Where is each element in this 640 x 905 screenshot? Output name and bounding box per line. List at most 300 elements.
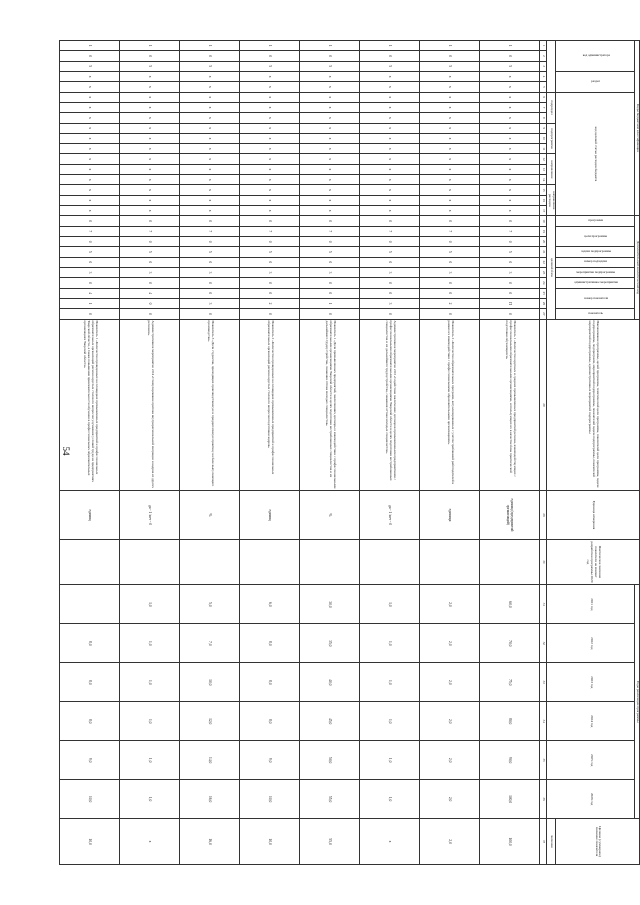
code-cell: 0 — [360, 309, 420, 319]
code-cell: х — [420, 102, 480, 112]
column-index-cell: 18 — [540, 216, 547, 226]
year-value-cell: 9,0 — [60, 741, 120, 780]
code-cell: 5 — [480, 247, 540, 257]
year-value-cell: 2,0 — [420, 663, 480, 702]
year-value-cell: 75,0 — [480, 663, 540, 702]
code-cell: 7 — [60, 226, 120, 236]
code-cell: 2 — [240, 298, 300, 308]
code-cell: х — [420, 123, 480, 133]
code-cell: х — [60, 113, 120, 123]
code-cell: х — [180, 154, 240, 164]
code-cell: 0 — [480, 236, 540, 246]
code-cell: 5 — [420, 247, 480, 257]
fact-cell — [240, 539, 300, 585]
code-cell: х — [120, 195, 180, 205]
code-cell: х — [360, 144, 420, 154]
year-value-cell: 8,0 — [240, 663, 300, 702]
code-cell: х — [480, 175, 540, 185]
code-cell: 0 — [60, 236, 120, 246]
column-index-cell: 3 — [540, 61, 547, 71]
year-value-cell: 8,0 — [240, 624, 300, 663]
code-cell: 7 — [300, 226, 360, 236]
code-cell: х — [120, 102, 180, 112]
unit-header: Единица измерения — [547, 491, 640, 539]
indicators-header: номер показателя — [556, 288, 635, 309]
code-cell: 0 — [60, 51, 120, 61]
code-cell: х — [420, 175, 480, 185]
row-name-cell: Административное мероприятие 2.04 «Стимулирование притока внутрирегиональной миграции и кадров из других регионов» — [120, 319, 180, 491]
target-value-cell: 10,0 — [60, 819, 120, 865]
program-indicators-table — [59, 40, 640, 865]
code-cell: х — [300, 133, 360, 143]
year-value-cell: 6,0 — [240, 585, 300, 624]
unit-cell: единиц (предприятий организаций) — [480, 491, 540, 539]
code-cell: 0 — [480, 288, 540, 298]
code-cell: х — [120, 185, 180, 195]
code-cell: 0 — [180, 216, 240, 226]
column-index-cell: 26 — [540, 298, 547, 308]
code-cell: 5 — [240, 247, 300, 257]
year-value-cell: 2,0 — [420, 624, 480, 663]
code-cell: х — [420, 113, 480, 123]
code-cell: х — [480, 102, 540, 112]
code-cell: х — [300, 195, 360, 205]
target-value-cell: х — [360, 819, 420, 865]
code-cell: 0 — [240, 236, 300, 246]
column-index-cell: 30 — [540, 539, 547, 585]
column-index-cell: 25 — [540, 288, 547, 298]
code-cell: 5 — [60, 61, 120, 71]
code-cell: 5 — [60, 247, 120, 257]
code-cell: 1 — [180, 41, 240, 51]
column-index-cell: 31 — [540, 585, 547, 624]
code-cell: х — [60, 92, 120, 102]
code-cell: х — [60, 123, 120, 133]
column-index-cell: 11 — [540, 144, 547, 154]
code-cell: х — [60, 206, 120, 216]
code-cell: х — [420, 133, 480, 143]
year-value-cell: 5,0 — [180, 585, 240, 624]
code-cell: х — [480, 185, 540, 195]
code-cell: х — [480, 133, 540, 143]
unit-cell: % — [180, 491, 240, 539]
column-index-cell: 10 — [540, 133, 547, 143]
year-value-cell: 1,0 — [120, 624, 180, 663]
code-cell: х — [300, 185, 360, 195]
tasks-header: задачи подпрограммы — [556, 247, 635, 257]
code-cell: х — [360, 154, 420, 164]
code-cell: 1 — [60, 298, 120, 308]
code-cell: 0 — [180, 288, 240, 298]
code-cell: 7 — [180, 226, 240, 236]
year-2022-header: 2022 год — [547, 624, 635, 663]
code-cell: х — [180, 113, 240, 123]
year-value-cell: 12,0 — [180, 702, 240, 741]
code-cell: 0 — [480, 278, 540, 288]
fact-cell — [360, 539, 420, 585]
code-cell: х — [300, 123, 360, 133]
unit-cell: единица — [420, 491, 480, 539]
code-cell: 0 — [300, 51, 360, 61]
code-cell: х — [360, 133, 420, 143]
code-cell: х — [480, 71, 540, 81]
code-cell: 0 — [300, 288, 360, 298]
unit-cell: да - 1 /нет - 0 — [360, 491, 420, 539]
code-cell: х — [420, 206, 480, 216]
year-value-cell: 2,0 — [420, 741, 480, 780]
column-index-cell: 34 — [540, 702, 547, 741]
code-cell: 5 — [180, 61, 240, 71]
fact-cell — [300, 539, 360, 585]
year-value-cell: 35,0 — [300, 624, 360, 663]
rotated-page-wrapper — [82, 40, 640, 865]
code-cell: х — [360, 82, 420, 92]
table-row — [480, 41, 540, 865]
code-cell: 0 — [480, 309, 540, 319]
code-cell: 0 — [180, 309, 240, 319]
code-cell: х — [240, 195, 300, 205]
code-cell: х — [420, 185, 480, 195]
column-index-cell: 2 — [540, 51, 547, 61]
program-code-header: программа — [556, 216, 635, 226]
code-cell: П — [480, 298, 540, 308]
year-value-cell: 55,0 — [300, 780, 360, 819]
column-index-cell: 24 — [540, 278, 547, 288]
code-cell: х — [480, 144, 540, 154]
code-cell: 0 — [120, 51, 180, 61]
target-group-header: Целевое (суммарное) значение показателя — [556, 819, 640, 865]
code-cell: 0 — [60, 216, 120, 226]
year-value-cell: 60,0 — [480, 585, 540, 624]
code-cell: 5 — [480, 61, 540, 71]
code-cell: 0 — [420, 288, 480, 298]
code-cell: х — [180, 206, 240, 216]
code-cell: 1 — [420, 41, 480, 51]
code-cell: х — [480, 206, 540, 216]
code-cell: х — [120, 82, 180, 92]
code-cell: 0 — [360, 236, 420, 246]
code-cell: 0 — [120, 278, 180, 288]
code-cell: х — [360, 164, 420, 174]
ops-group-header: цели программы — [556, 226, 635, 247]
code-cell: х — [300, 144, 360, 154]
code-cell: х — [300, 206, 360, 216]
code-cell: 0 — [240, 278, 300, 288]
code-cell: 7 — [480, 226, 540, 236]
code-cell: 0 — [60, 257, 120, 267]
table-row — [60, 41, 120, 865]
code-cell: х — [420, 195, 480, 205]
code-cell: х — [60, 195, 120, 205]
code-cell: 3 — [60, 267, 120, 277]
code-cell: х — [180, 175, 240, 185]
code-cell: х — [420, 154, 480, 164]
year-value-cell: 1,0 — [120, 741, 180, 780]
code-cell: 0 — [120, 236, 180, 246]
code-cell: 3 — [420, 267, 480, 277]
code-cell: 0 — [480, 216, 540, 226]
code-cell: 0 — [240, 288, 300, 298]
code-cell: х — [240, 113, 300, 123]
target-article-header: код целевой статьи расходов бюджета — [556, 92, 635, 216]
target-value-cell: х — [120, 819, 180, 865]
year-value-cell: 1,0 — [120, 702, 180, 741]
code-cell: х — [180, 102, 240, 112]
code-cell: 5 — [180, 247, 240, 257]
code-cell: х — [480, 123, 540, 133]
code-cell: 0 — [420, 257, 480, 267]
code-cell: 0 — [360, 257, 420, 267]
code-cell: 0 — [480, 257, 540, 267]
column-index-cell: 29 — [540, 491, 547, 539]
code-cell: 1 — [300, 298, 360, 308]
code-cell: х — [120, 206, 180, 216]
code-cell: 5 — [360, 247, 420, 257]
code-cell: х — [180, 123, 240, 133]
year-2024-header: 2024 год — [547, 702, 635, 741]
year-value-cell: 1,0 — [360, 780, 420, 819]
code-cell: х — [480, 82, 540, 92]
year-value-cell: 2,0 — [420, 702, 480, 741]
code-cell: 7 — [240, 226, 300, 236]
code-cell: х — [360, 71, 420, 81]
year-2025-header: 2025 год — [547, 741, 635, 780]
code-cell: 0 — [120, 309, 180, 319]
row-name-cell: Показатель 1 «Доля промышленных предприятий, заключивших договоры о взаимодействии с профессиональными образовательными организациями Тверской области в целях подготовки востребованных специалистов и их дальнейшего трудоустройства, снижения оттока молодых специалистов» — [300, 319, 360, 491]
code-cell: 0 — [360, 288, 420, 298]
year-2023-header: 2023 год — [547, 663, 635, 702]
code-cell: х — [60, 154, 120, 164]
years-group-header: Годы реализации программы — [635, 585, 640, 819]
code-cell: х — [480, 92, 540, 102]
code-cell: 0 — [420, 236, 480, 246]
column-index-cell: 23 — [540, 267, 547, 277]
column-index-cell: 6 — [540, 92, 547, 102]
column-index-cell: 4 — [540, 71, 547, 81]
codes-group-header: Коды бюджетной классификации — [635, 41, 640, 216]
year-2021-header: 2021 год — [547, 585, 635, 624]
code-cell: 4 — [60, 288, 120, 298]
code-cell: 5 — [300, 247, 360, 257]
code-cell: 0 — [180, 236, 240, 246]
column-index-cell: 20 — [540, 236, 547, 246]
column-index-cell: 36 — [540, 780, 547, 819]
year-value-cell: 70,0 — [480, 624, 540, 663]
code-cell: 0 — [240, 51, 300, 61]
code-cell: 3 — [360, 267, 420, 277]
table-row — [420, 41, 480, 865]
code-cell: 7 — [120, 226, 180, 236]
table-row — [240, 41, 300, 865]
year-value-cell: 14,0 — [180, 741, 240, 780]
table-row — [180, 41, 240, 865]
code-cell: х — [180, 195, 240, 205]
year-value-cell: 7,0 — [180, 624, 240, 663]
column-index-cell: 27 — [540, 309, 547, 319]
code-cell: х — [120, 144, 180, 154]
code-cell: х — [240, 206, 300, 216]
fact-cell — [480, 539, 540, 585]
table-body — [60, 41, 540, 865]
code-cell: х — [180, 164, 240, 174]
code-cell: 0 — [420, 309, 480, 319]
code-cell: 5 — [420, 61, 480, 71]
code-cell: 0 — [300, 216, 360, 226]
fact-cell — [60, 539, 120, 585]
code-cell: х — [240, 164, 300, 174]
code-cell: х — [60, 82, 120, 92]
code-cell: 0 — [60, 309, 120, 319]
code-cell: х — [180, 92, 240, 102]
code-cell: 1 — [120, 41, 180, 51]
subprogram-header: подпрограмма — [547, 123, 556, 154]
code-cell: 0 — [300, 309, 360, 319]
table-row — [360, 41, 420, 865]
code-cell: х — [300, 82, 360, 92]
code-cell: х — [480, 113, 540, 123]
page-number: 54 — [61, 446, 71, 456]
table-row — [300, 41, 360, 865]
code-cell: 5 — [360, 61, 420, 71]
code-cell: х — [420, 92, 480, 102]
year-value-cell: 8,0 — [60, 702, 120, 741]
row-name-cell: Показатель 1 «Количество проведенных на площадках промышленных предприятий и профессиональных образовательных организаций региона круглых столов по вопросам улучшения условий труда на предприятиях Тверской области, а также повышения привлекательности обучения в профессиональных образовательных организациях Тверской области» — [60, 319, 120, 491]
code-cell: 5 — [120, 61, 180, 71]
code-cell: х — [60, 133, 120, 143]
code-cell: х — [120, 123, 180, 133]
code-cell: х — [420, 82, 480, 92]
code-cell: х — [240, 185, 300, 195]
target-value-cell: 2,0 — [420, 819, 480, 865]
code-cell: 5 — [240, 61, 300, 71]
code-cell: 0 — [240, 216, 300, 226]
column-index-cell: 16 — [540, 195, 547, 205]
code-cell: х — [60, 185, 120, 195]
admin-activities-header: административное мероприятие — [556, 278, 635, 288]
code-cell: х — [120, 71, 180, 81]
target-value-cell: 16,0 — [180, 819, 240, 865]
code-cell: 0 — [120, 257, 180, 267]
code-cell: х — [360, 195, 420, 205]
year-value-cell: 40,0 — [300, 663, 360, 702]
year-value-cell: 50,0 — [300, 741, 360, 780]
row-name-cell: Показатель 3 «Доля студентов, проходящих производственную и преддипломную практику на базе выпускающего производства» — [180, 319, 240, 491]
code-cell: х — [480, 195, 540, 205]
year-value-cell: 90,0 — [480, 741, 540, 780]
code-cell: х — [120, 133, 180, 143]
code-cell: 3 — [360, 298, 420, 308]
code-cell: х — [300, 113, 360, 123]
code-cell: 1 — [300, 41, 360, 51]
code-cell: 3 — [120, 267, 180, 277]
column-index-cell: 15 — [540, 185, 547, 195]
code-cell: х — [60, 175, 120, 185]
target-value-cell: 10,0 — [240, 819, 300, 865]
column-index-cell: 14 — [540, 175, 547, 185]
fact-cell — [420, 539, 480, 585]
year-value-cell: 1,0 — [120, 585, 180, 624]
code-cell: х — [300, 92, 360, 102]
code-cell: х — [120, 113, 180, 123]
code-cell: 0 — [360, 216, 420, 226]
column-index-cell: 21 — [540, 247, 547, 257]
code-cell: х — [360, 206, 420, 216]
code-cell: 0 — [360, 278, 420, 288]
unit-cell: да - 1 /нет - 0 — [120, 491, 180, 539]
year-value-cell: 1,0 — [360, 624, 420, 663]
code-cell: 3 — [240, 267, 300, 277]
pokazatel-header: показатель — [556, 309, 635, 319]
code-cell: 2 — [420, 298, 480, 308]
code-cell: х — [60, 144, 120, 154]
code-cell: х — [120, 92, 180, 102]
year-value-cell: 9,0 — [240, 741, 300, 780]
year-value-cell: 8,0 — [240, 702, 300, 741]
code-cell: х — [360, 113, 420, 123]
year-value-cell: 10,0 — [240, 780, 300, 819]
code-cell: х — [240, 92, 300, 102]
table-row — [120, 41, 180, 865]
column-index-row — [540, 41, 547, 865]
code-cell: х — [420, 164, 480, 174]
year-value-cell: 1,0 — [360, 663, 420, 702]
code-cell: 0 — [240, 309, 300, 319]
code-cell: 1 — [60, 41, 120, 51]
column-index-cell: 19 — [540, 226, 547, 236]
column-index-cell: 5 — [540, 82, 547, 92]
code-cell: х — [240, 144, 300, 154]
column-index-cell: 17 — [540, 206, 547, 216]
section-header: раздел — [556, 71, 635, 92]
extra-code-group-header: Дополнительный аналитический код — [635, 216, 640, 319]
column-index-cell: 33 — [540, 663, 547, 702]
code-cell: х — [240, 123, 300, 133]
column-index-cell: 1 — [540, 41, 547, 51]
code-cell: 5 — [120, 247, 180, 257]
code-cell: х — [120, 164, 180, 174]
code-cell: 0 — [180, 257, 240, 267]
code-cell: х — [120, 154, 180, 164]
code-cell: 0 — [420, 216, 480, 226]
code-cell: х — [360, 102, 420, 112]
unit-cell: единиц — [240, 491, 300, 539]
code-cell: х — [300, 175, 360, 185]
column-index-cell: 13 — [540, 164, 547, 174]
code-cell: 3 — [300, 267, 360, 277]
code-cell: х — [240, 175, 300, 185]
year-value-cell: 10,0 — [180, 663, 240, 702]
direction-header: направление — [547, 154, 556, 185]
code-cell: 0 — [300, 278, 360, 288]
fact-cell — [180, 539, 240, 585]
code-cell: 0 — [420, 278, 480, 288]
year-value-cell: 80,0 — [480, 702, 540, 741]
year-value-cell — [60, 585, 120, 624]
code-cell: 5 — [300, 61, 360, 71]
code-cell: 0 — [300, 236, 360, 246]
value-header: значение — [547, 819, 556, 865]
code-cell: 0 — [180, 51, 240, 61]
code-cell: 0 — [420, 51, 480, 61]
code-cell: 0 — [300, 257, 360, 267]
code-cell: х — [180, 144, 240, 154]
code-cell: х — [300, 102, 360, 112]
code-cell: 0 — [120, 216, 180, 226]
num-indicator-header: номер подзадачи — [556, 257, 635, 267]
year-value-cell: 1,0 — [360, 741, 420, 780]
code-cell: 0 — [120, 298, 180, 308]
target-value-cell: 100,0 — [480, 819, 540, 865]
